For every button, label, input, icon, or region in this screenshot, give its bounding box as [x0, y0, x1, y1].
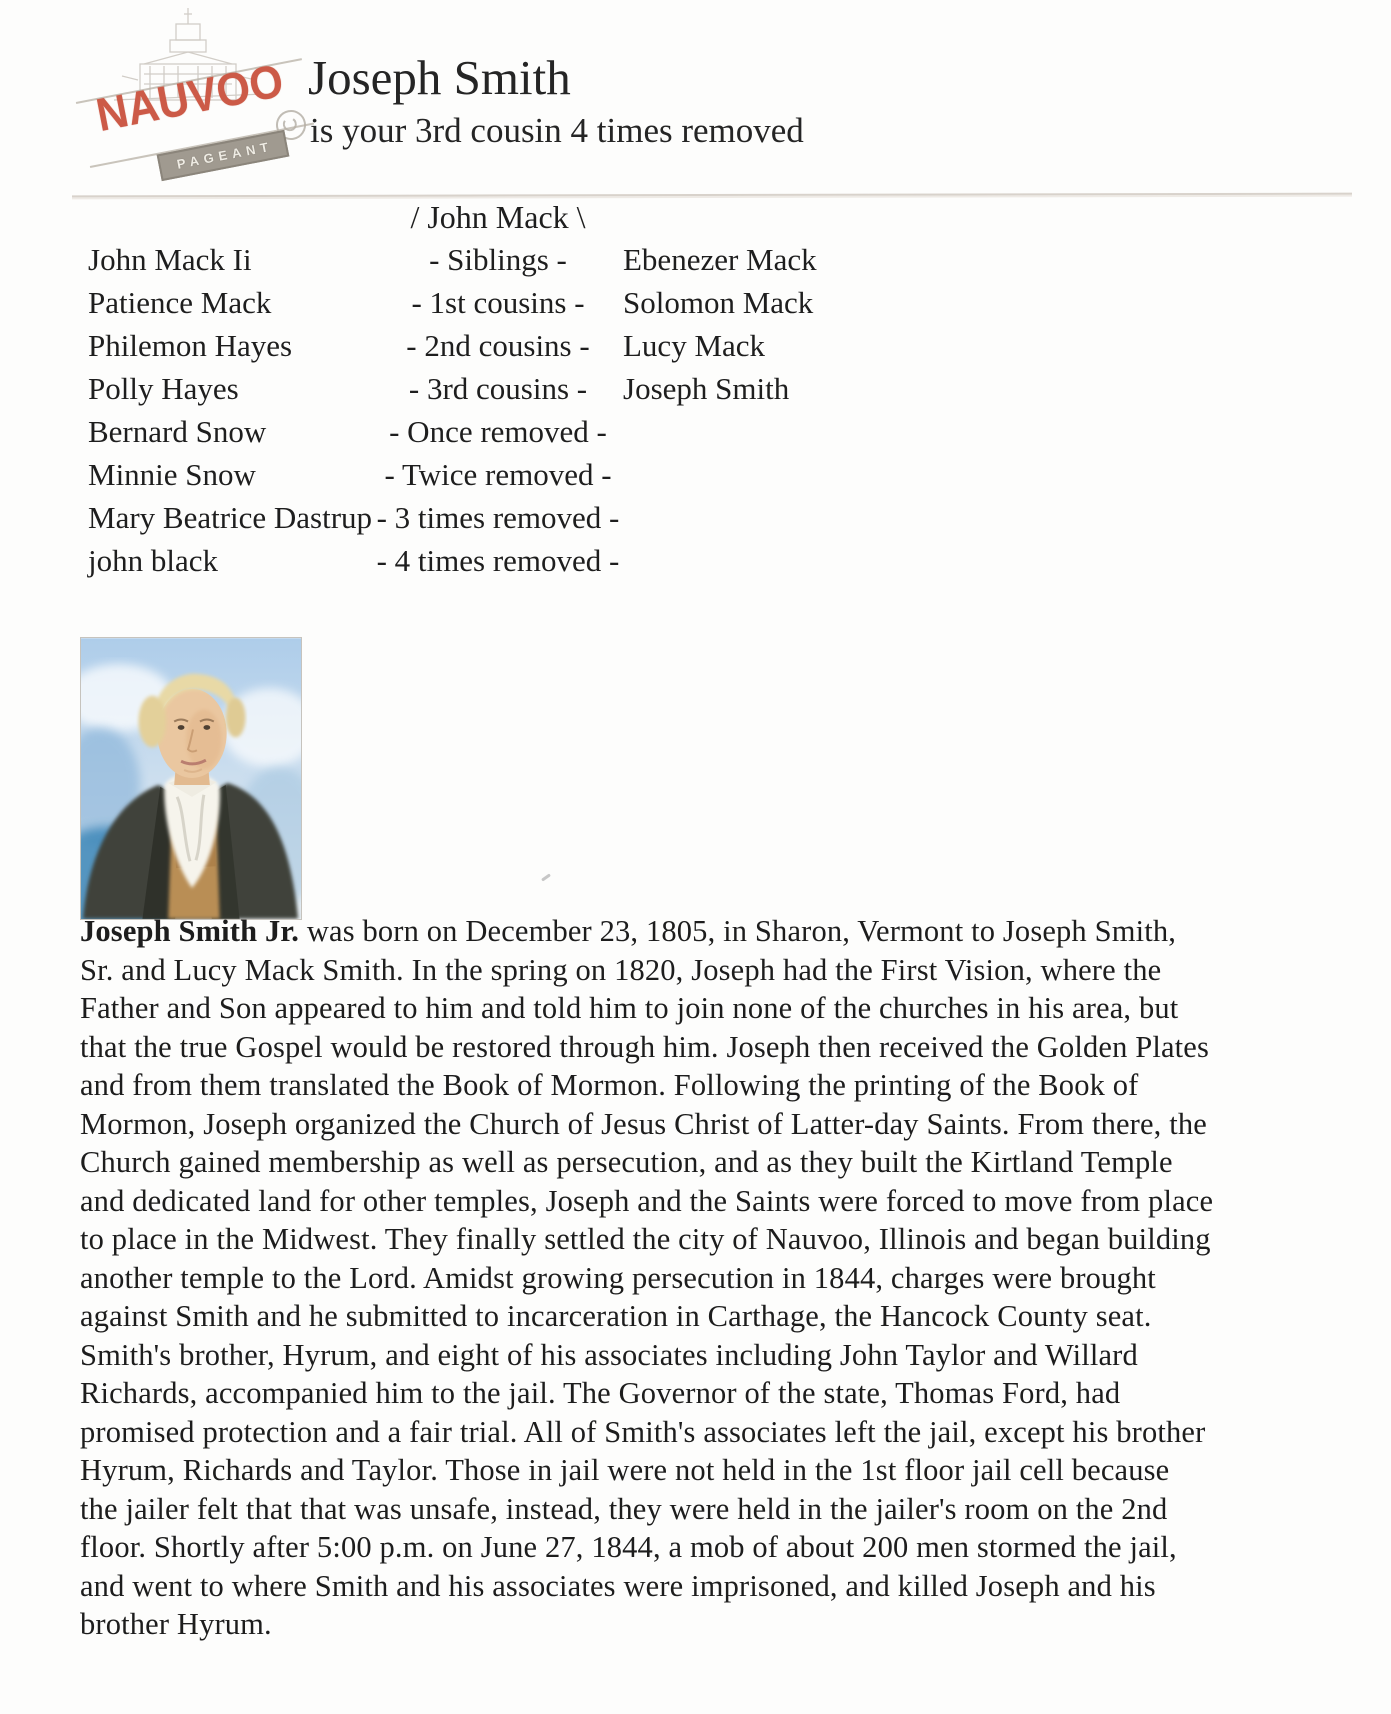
- bio-line: Joseph Smith Jr. was born on December 23, 1805, in Sharon, Vermont to Joseph Smith,: [80, 914, 1177, 948]
- bio-line: Smith's brother, Hyrum, and eight of his associates including John Taylor and Willard: [80, 1337, 1138, 1372]
- bio-line: against Smith and he submitted to incarceration in Carthage, the Hancock County seat.: [80, 1299, 1152, 1333]
- bio-line: and from them translated the Book of Mormon. Following the printing of the Book of: [80, 1068, 1139, 1102]
- bio-line: another temple to the Lord. Amidst growing persecution in 1844, charges were brought: [80, 1260, 1156, 1295]
- joseph-smith-portrait: [80, 637, 302, 920]
- relationship-label: - 1st cousins -: [411, 284, 585, 320]
- bio-line: Sr. and Lucy Mack Smith. In the spring on 1820, Joseph had the First Vision, where the: [80, 952, 1162, 987]
- bio-line: Richards, accompanied him to the jail. The Governor of the state, Thomas Ford, had: [80, 1376, 1121, 1410]
- relationship-row: [88, 238, 817, 281]
- bio-line: and dedicated land for other temples, Joseph and the Saints were forced to move from place: [80, 1183, 1214, 1218]
- logo-pageant-banner: [157, 130, 290, 181]
- logo-nauvoo-text: NAUVOO: [92, 54, 288, 142]
- left-name: Bernard Snow: [88, 413, 267, 449]
- relationship-row: [88, 281, 817, 324]
- relationship-label: - 3rd cousins -: [408, 370, 588, 406]
- bio-paragraph: [80, 912, 1372, 1644]
- relationship-label: - 3 times removed -: [376, 499, 620, 535]
- bio-line: Hyrum, Richards and Taylor. Those in jail were not held in the 1st floor jail cell because: [80, 1453, 1170, 1487]
- relationship-label: - 2nd cousins -: [406, 327, 590, 363]
- bio-line: floor. Shortly after 5:00 p.m. on June 27, 1844, a mob of about 200 men stormed the jail,: [80, 1530, 1177, 1564]
- bio-line: brother Hyrum.: [80, 1607, 272, 1641]
- relationship-row: [88, 496, 817, 539]
- left-name: Patience Mack: [88, 284, 272, 320]
- bio-line: promised protection and a fair trial. All of Smith's associates left the jail, except his brother: [80, 1414, 1206, 1449]
- right-name: Ebenezer Mack: [623, 241, 817, 277]
- relationship-chart: [88, 197, 817, 582]
- relationship-rows: [88, 238, 817, 582]
- left-name: Philemon Hayes: [88, 327, 293, 363]
- bio-line: Church gained membership as well as persecution, and as they built the Kirtland Temple: [80, 1145, 1173, 1179]
- page-title: Joseph Smith: [308, 50, 571, 105]
- relationship-root-row: [88, 197, 817, 238]
- relationship-label: - Siblings -: [429, 241, 567, 277]
- relationship-subtitle: is your 3rd cousin 4 times removed: [310, 111, 804, 150]
- left-name: Minnie Snow: [88, 456, 256, 492]
- bio-line: Mormon, Joseph organized the Church of Jesus Christ of Latter-day Saints. From there, the: [80, 1106, 1207, 1141]
- relationship-row: [88, 367, 817, 410]
- right-name: Joseph Smith: [623, 370, 790, 406]
- relationship-row: [88, 410, 817, 453]
- bio-line: the jailer felt that that was unsafe, instead, they were held in the jailer's room on the 2nd: [80, 1491, 1168, 1526]
- relationship-row: [88, 453, 817, 496]
- relationship-label: - Once removed -: [389, 413, 607, 449]
- bio-line: to place in the Midwest. They finally settled the city of Nauvoo, Illinois and began building: [80, 1222, 1211, 1256]
- left-name: Polly Hayes: [88, 370, 239, 406]
- bio-line: Father and Son appeared to him and told him to join none of the churches in his area, but: [80, 991, 1179, 1025]
- relationship-label: - Twice removed -: [384, 456, 612, 492]
- relationship-label: - 4 times removed -: [376, 542, 620, 578]
- family-root-label: / John Mack \: [410, 199, 586, 235]
- bio-bold-lead: Joseph Smith Jr.: [80, 914, 300, 948]
- left-name: John Mack Ii: [88, 241, 252, 277]
- left-name: Mary Beatrice Dastrup: [88, 499, 373, 535]
- logo-pageant-text: PAGEANT: [175, 138, 275, 172]
- scan-artifact: [541, 873, 551, 881]
- bio-line: that the true Gospel would be restored through him. Joseph then received the Golden Plates: [80, 1029, 1210, 1064]
- left-name: john black: [88, 542, 218, 578]
- relationship-row: [88, 324, 817, 367]
- right-name: Solomon Mack: [623, 284, 814, 320]
- relationship-row: [88, 539, 817, 582]
- right-name: Lucy Mack: [623, 327, 766, 363]
- bio-line: and went to where Smith and his associates were imprisoned, and killed Joseph and his: [80, 1568, 1156, 1603]
- nauvoo-pageant-logo: [76, 6, 308, 176]
